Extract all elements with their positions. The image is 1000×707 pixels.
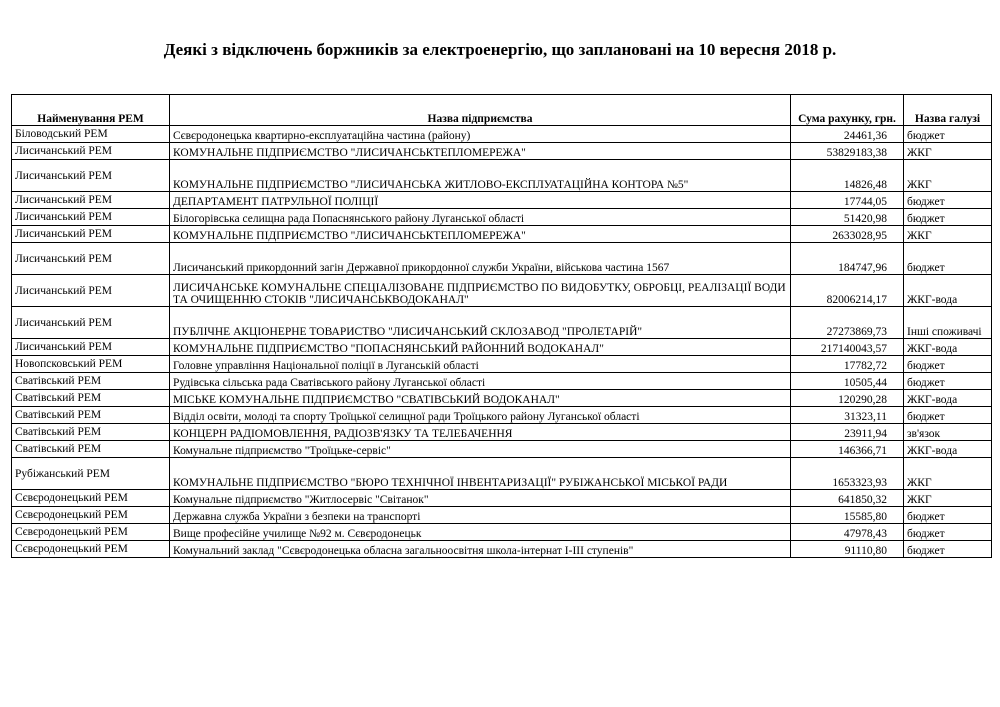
row-industry: бюджет [904, 524, 992, 541]
table-row [12, 143, 992, 160]
row-rem: Сєвєродонецький РЕМ [12, 490, 170, 507]
row-enterprise-name: Відділ освіти, молоді та спорту Троїцької селищної ради Троїцького району Луганської області [170, 407, 791, 424]
row-enterprise-name: Комунальне підприємство "Троїцьке-сервіс" [170, 441, 791, 458]
row-rem: Лисичанський РЕМ [12, 307, 170, 339]
table-header-row [12, 95, 992, 126]
row-industry: бюджет [904, 192, 992, 209]
row-enterprise-name: Рудівська сільська рада Сватівського району Луганської області [170, 373, 791, 390]
row-industry: Інші споживачі [904, 307, 992, 339]
row-enterprise-name: Комунальний заклад "Сєвєродонецька обласна загальноосвітня школа-інтернат І-ІІІ ступенів" [170, 541, 791, 558]
table-row [12, 524, 992, 541]
row-rem: Сватівський РЕМ [12, 441, 170, 458]
row-enterprise-name: ЛИСИЧАНСЬКЕ КОМУНАЛЬНЕ СПЕЦІАЛІЗОВАНЕ ПІДПРИЄМСТВО ПО ВИДОБУТКУ, ОБРОБЦІ, РЕАЛІЗАЦІЇ ВОДИ ТА ОЧИЩЕННЮ СТОКІВ "ЛИСИЧАНСЬКВОДОКАНАЛ" [170, 275, 791, 307]
row-amount: 53829183,38 [791, 143, 904, 160]
row-rem: Біловодський РЕМ [12, 126, 170, 143]
row-rem: Рубіжанський РЕМ [12, 458, 170, 490]
table-row [12, 209, 992, 226]
table-row [12, 441, 992, 458]
row-amount: 2633028,95 [791, 226, 904, 243]
row-rem: Сєвєродонецький РЕМ [12, 507, 170, 524]
row-enterprise-name: ПУБЛІЧНЕ АКЦІОНЕРНЕ ТОВАРИСТВО "ЛИСИЧАНСЬКИЙ СКЛОЗАВОД "ПРОЛЕТАРІЙ" [170, 307, 791, 339]
table-row [12, 490, 992, 507]
row-enterprise-name: Державна служба України з безпеки на транспорті [170, 507, 791, 524]
table-row [12, 275, 992, 307]
table-row [12, 226, 992, 243]
row-enterprise-name: КОНЦЕРН РАДІОМОВЛЕННЯ, РАДІОЗВ'ЯЗКУ ТА ТЕЛЕБАЧЕННЯ [170, 424, 791, 441]
row-industry: ЖКГ-вода [904, 275, 992, 307]
row-amount: 217140043,57 [791, 339, 904, 356]
row-rem: Лисичанський РЕМ [12, 243, 170, 275]
table-row [12, 243, 992, 275]
row-rem: Лисичанський РЕМ [12, 339, 170, 356]
row-amount: 1653323,93 [791, 458, 904, 490]
row-industry: ЖКГ-вода [904, 441, 992, 458]
row-amount: 641850,32 [791, 490, 904, 507]
row-industry: ЖКГ [904, 143, 992, 160]
row-amount: 146366,71 [791, 441, 904, 458]
row-amount: 91110,80 [791, 541, 904, 558]
row-rem: Лисичанський РЕМ [12, 160, 170, 192]
row-rem: Сватівський РЕМ [12, 424, 170, 441]
header-industry: Назва галузі [904, 95, 992, 126]
row-industry: ЖКГ [904, 458, 992, 490]
row-rem: Сватівський РЕМ [12, 373, 170, 390]
table-row [12, 160, 992, 192]
row-amount: 184747,96 [791, 243, 904, 275]
row-enterprise-name: КОМУНАЛЬНЕ ПІДПРИЄМСТВО "ЛИСИЧАНСЬКА ЖИТЛОВО-ЕКСПЛУАТАЦІЙНА КОНТОРА №5" [170, 160, 791, 192]
row-amount: 47978,43 [791, 524, 904, 541]
row-enterprise-name: Сєвєродонецька квартирно-експлуатаційна частина (району) [170, 126, 791, 143]
debtors-table [11, 94, 992, 558]
row-amount: 31323,11 [791, 407, 904, 424]
row-amount: 17782,72 [791, 356, 904, 373]
row-amount: 17744,05 [791, 192, 904, 209]
row-rem: Лисичанський РЕМ [12, 192, 170, 209]
row-industry: бюджет [904, 407, 992, 424]
row-industry: бюджет [904, 507, 992, 524]
row-enterprise-name: ДЕПАРТАМЕНТ ПАТРУЛЬНОЇ ПОЛІЦІЇ [170, 192, 791, 209]
table-row [12, 541, 992, 558]
row-industry: бюджет [904, 126, 992, 143]
row-rem: Лисичанський РЕМ [12, 143, 170, 160]
row-industry: бюджет [904, 243, 992, 275]
row-enterprise-name: Лисичанський прикордонний загін Державної прикордонної служби України, військова частина 1567 [170, 243, 791, 275]
row-amount: 10505,44 [791, 373, 904, 390]
row-rem: Лисичанський РЕМ [12, 275, 170, 307]
page-title: Деякі з відключень боржників за електроенергію, що заплановані на 10 вересня 2018 р. [163, 40, 837, 59]
row-industry: зв'язок [904, 424, 992, 441]
header-amount: Сума рахунку, грн. [791, 95, 904, 126]
table-row [12, 390, 992, 407]
row-rem: Лисичанський РЕМ [12, 226, 170, 243]
row-enterprise-name: МІСЬКЕ КОМУНАЛЬНЕ ПІДПРИЄМСТВО "СВАТІВСЬКИЙ ВОДОКАНАЛ" [170, 390, 791, 407]
row-industry: бюджет [904, 373, 992, 390]
row-enterprise-name: Білогорівська селищна рада Попаснянського району Луганської області [170, 209, 791, 226]
table-row [12, 339, 992, 356]
row-industry: ЖКГ [904, 226, 992, 243]
row-amount: 82006214,17 [791, 275, 904, 307]
row-amount: 51420,98 [791, 209, 904, 226]
row-industry: бюджет [904, 356, 992, 373]
row-industry: ЖКГ [904, 160, 992, 192]
row-industry: бюджет [904, 541, 992, 558]
row-enterprise-name: Вище професійне училище №92 м. Сєвєродонецьк [170, 524, 791, 541]
row-enterprise-name: КОМУНАЛЬНЕ ПІДПРИЄМСТВО "БЮРО ТЕХНІЧНОЇ ІНВЕНТАРИЗАЦІЇ" РУБІЖАНСЬКОЇ МІСЬКОЇ РАДИ [170, 458, 791, 490]
row-enterprise-name: Комунальне підприємство "Житлосервіс "Світанок" [170, 490, 791, 507]
table-row [12, 373, 992, 390]
row-rem: Лисичанський РЕМ [12, 209, 170, 226]
row-enterprise-name: КОМУНАЛЬНЕ ПІДПРИЄМСТВО "ЛИСИЧАНСЬКТЕПЛОМЕРЕЖА" [170, 226, 791, 243]
row-industry: бюджет [904, 209, 992, 226]
row-industry: ЖКГ-вода [904, 390, 992, 407]
table-row [12, 126, 992, 143]
table-row [12, 192, 992, 209]
row-rem: Сватівський РЕМ [12, 407, 170, 424]
row-industry: ЖКГ [904, 490, 992, 507]
header-enterprise-name: Назва підприємства [170, 95, 791, 126]
row-amount: 14826,48 [791, 160, 904, 192]
row-amount: 23911,94 [791, 424, 904, 441]
table-row [12, 507, 992, 524]
row-rem: Сєвєродонецький РЕМ [12, 524, 170, 541]
table-row [12, 307, 992, 339]
row-amount: 24461,36 [791, 126, 904, 143]
row-amount: 120290,28 [791, 390, 904, 407]
table-row [12, 356, 992, 373]
row-rem: Сєвєродонецький РЕМ [12, 541, 170, 558]
row-rem: Сватівський РЕМ [12, 390, 170, 407]
row-enterprise-name: КОМУНАЛЬНЕ ПІДПРИЄМСТВО "ПОПАСНЯНСЬКИЙ РАЙОННИЙ ВОДОКАНАЛ" [170, 339, 791, 356]
row-amount: 15585,80 [791, 507, 904, 524]
row-enterprise-name: Головне управління Національної поліції в Луганській області [170, 356, 791, 373]
row-enterprise-name: КОМУНАЛЬНЕ ПІДПРИЄМСТВО "ЛИСИЧАНСЬКТЕПЛОМЕРЕЖА" [170, 143, 791, 160]
row-industry: ЖКГ-вода [904, 339, 992, 356]
table-row [12, 407, 992, 424]
row-amount: 27273869,73 [791, 307, 904, 339]
header-rem: Найменування РЕМ [12, 95, 170, 126]
table-row [12, 458, 992, 490]
table-row [12, 424, 992, 441]
row-rem: Новопсковський РЕМ [12, 356, 170, 373]
